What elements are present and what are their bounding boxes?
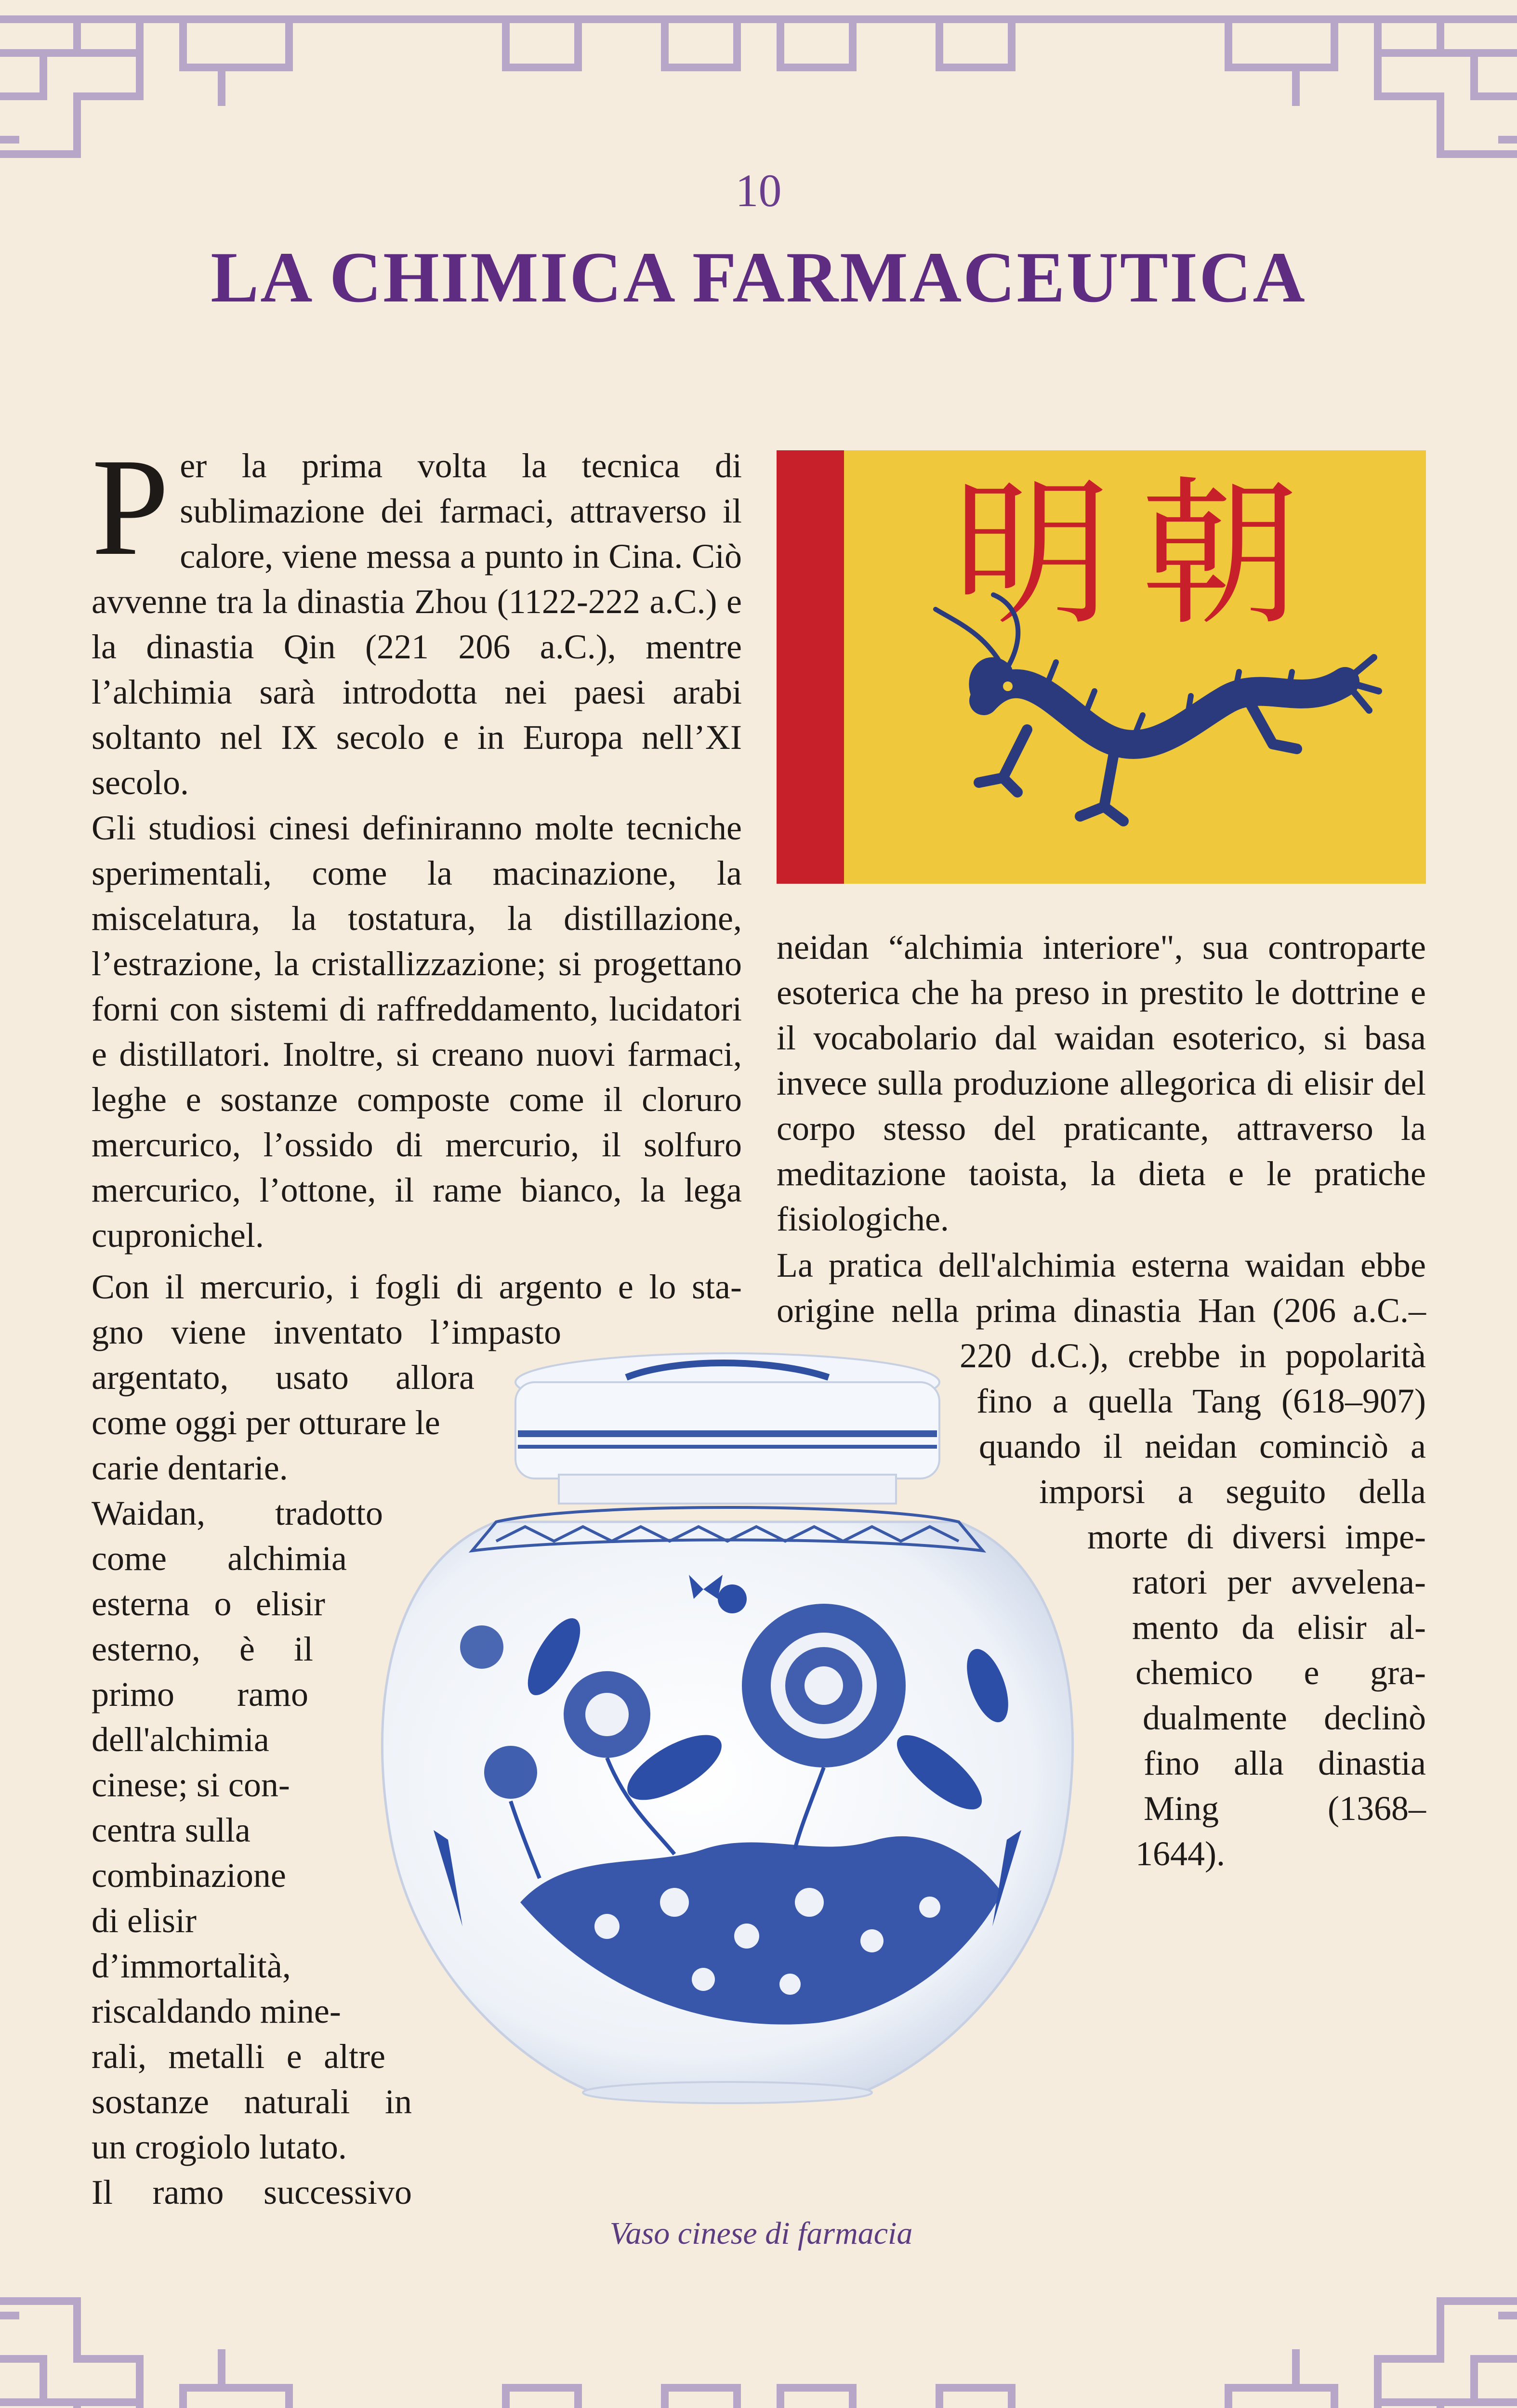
text-line: La pratica dell'alchimia esterna waidan ebbe [777, 1246, 1426, 1284]
text-line: dualmente declinò [1143, 1699, 1426, 1737]
image-caption: Vaso cinese di farmacia [609, 2216, 913, 2251]
text-line: imporsi a seguito della [1039, 1472, 1426, 1511]
text-line: gno viene inventato l’impasto [92, 1313, 561, 1351]
text-line: ratori per avvelena- [1132, 1563, 1426, 1601]
text-line: come alchimia [92, 1539, 347, 1578]
text-line: di elisir [92, 1901, 197, 1940]
text-line: quando il neidan cominciò a [979, 1427, 1426, 1466]
ming-dynasty-flag [777, 450, 1426, 884]
paragraph-intro [92, 430, 742, 805]
flag-characters: 明 [952, 462, 1111, 647]
text-line: un crogiolo lutato. [92, 2128, 347, 2166]
text-line: dell'alchimia [92, 1720, 269, 1759]
text-line: esterna o elisir [92, 1584, 325, 1623]
text-line: carie dentarie. [92, 1449, 288, 1487]
page-number: 10 [735, 165, 782, 216]
text-line: origine nella prima dinastia Han (206 a.C.– [777, 1291, 1426, 1330]
text-line: Con il mercurio, i fogli di argento e lo sta- [92, 1268, 742, 1306]
drop-cap: P [92, 430, 170, 584]
text-line: fino alla dinastia [1144, 1744, 1426, 1782]
text-line: esterno, è il [92, 1630, 313, 1668]
right-column [777, 925, 1426, 1242]
text-line: mento da elisir al- [1132, 1608, 1426, 1647]
left-column [92, 430, 742, 1258]
svg-text:朝: 朝 [1140, 462, 1299, 647]
text-line: Ming (1368– [1144, 1789, 1426, 1828]
text-line: 220 d.C.), crebbe in popolarità [960, 1336, 1426, 1375]
paragraph-techniques: Gli studiosi cinesi definiranno molte tecniche sperimentali, come la macinazione, la miscelatura, la tostatura, la distillazione, l’estrazione, la cristallizzazione; si progettano forni con sistemi di raffreddamento, lucidatori e distillatori. Inoltre, si creano nuovi farmaci, leghe e sostanze composte come il cloruro mercurico, l’ossido di mercurio, il solfuro mercurico, l’ottone, il rame bianco, la lega cupronichel. [92, 809, 742, 1255]
text-line: primo ramo [92, 1675, 308, 1714]
page-title: LA CHIMICA FARMACEUTICA [211, 237, 1306, 317]
paragraph-intro-text: er la prima volta la tecnica di sublimazione dei farmaci, attraverso il calore, viene messa a punto in Cina. Ciò avvenne tra la dinastia Zhou (1122-222 a.C.) e la dinastia Qin (221 206 a.C.), mentre l’alchimia sarà introdotta nei paesi arabi soltanto nel IX secolo e in Europa nell’XI secolo. [92, 446, 742, 802]
text-line: cinese; si con- [92, 1766, 290, 1804]
text-line: chemico e gra- [1135, 1653, 1426, 1692]
text-line: sostanze naturali in [92, 2082, 412, 2121]
bottom-decorative-border [0, 2253, 1517, 2408]
text-line: come oggi per otturare le [92, 1403, 440, 1442]
text-line: Waidan, tradotto [92, 1494, 383, 1532]
text-line: riscaldando mine- [92, 1992, 341, 2030]
text-line: centra sulla [92, 1811, 251, 1849]
chinese-pharmacy-jar-image [337, 1348, 1118, 2196]
text-line: rali, metalli e altre [92, 2037, 385, 2076]
text-line: morte di diversi impe- [1087, 1518, 1426, 1556]
paragraph-neidan: neidan “alchimia interiore", sua controparte esoterica che ha preso in prestito le dottrine e il vocabolario dal waidan esoterico, si basa invece sulla produzione allegorica di elisir del corpo stesso del praticante, attraverso la meditazione taoista, la dieta e le pratiche fisiologiche. [777, 928, 1426, 1238]
text-line: d’immortalità, [92, 1947, 291, 1985]
text-line: fino a quella Tang (618–907) [976, 1382, 1426, 1420]
text-line: Il ramo successivo [92, 2173, 412, 2212]
text-line: argentato, usato allora [92, 1358, 475, 1397]
text-line: combinazione [92, 1856, 286, 1895]
text-line: 1644). [1135, 1834, 1225, 1873]
